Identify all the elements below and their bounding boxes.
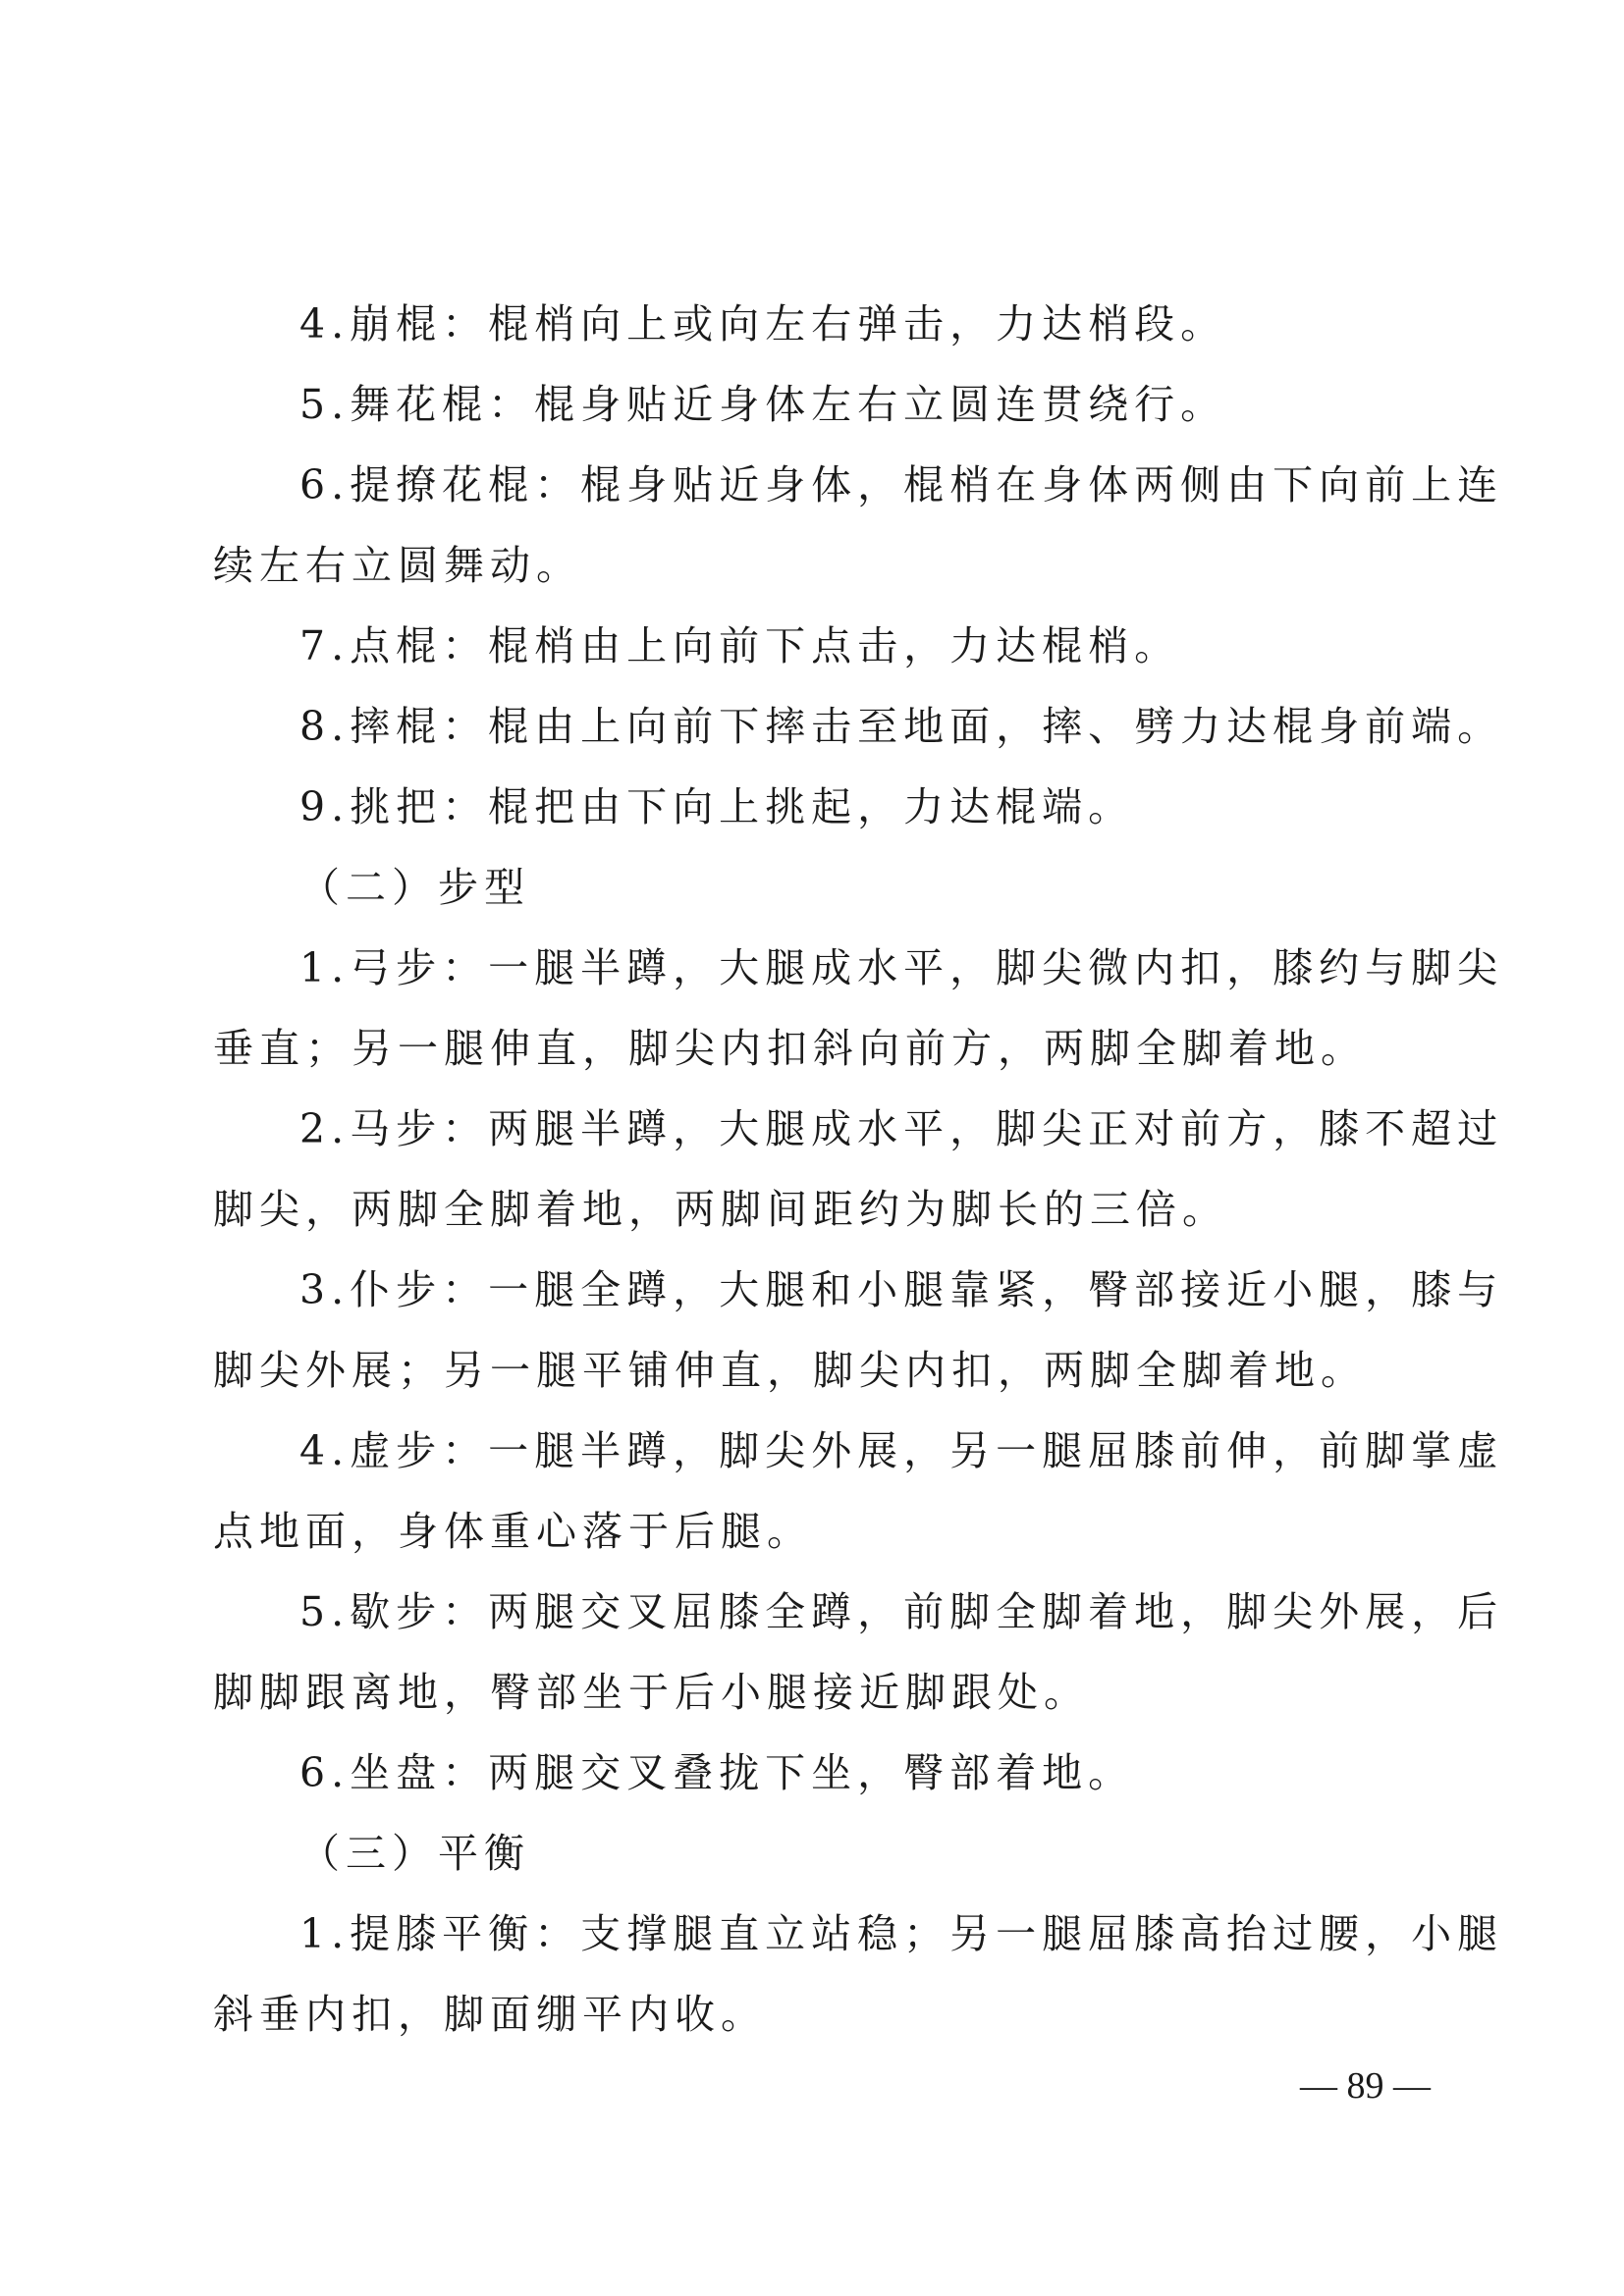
text-line-sitting-stance: 6.坐盘：两腿交叉叠拢下坐，臀部着地。 [299, 1749, 1135, 1796]
text-line-crouch-stance: 3.仆步：一腿全蹲，大腿和小腿靠紧，臀部接近小腿，膝与 [299, 1266, 1504, 1313]
text-line-6-continued: 续左右立圆舞动。 [213, 542, 582, 589]
text-line-empty-stance: 4.虚步：一腿半蹲，脚尖外展，另一腿屈膝前伸，前脚掌虚 [299, 1427, 1504, 1474]
text-line-8-shuai-gun: 8.摔棍：棍由上向前下摔击至地面，摔、劈力达棍身前端。 [299, 703, 1504, 750]
text-line-rest-stance: 5.歇步：两腿交叉屈膝全蹲，前脚全脚着地，脚尖外展，后 [299, 1588, 1504, 1635]
text-line-horse-stance: 2.马步：两腿半蹲，大腿成水平，脚尖正对前方，膝不超过 [299, 1105, 1504, 1152]
text-line-6-tiliao-huagun: 6.提撩花棍：棍身贴近身体，棍梢在身体两侧由下向前上连 [299, 461, 1504, 508]
section-heading-balance: （三）平衡 [299, 1830, 530, 1877]
text-line-crouch-stance-continued: 脚尖外展；另一腿平铺伸直，脚尖内扣，两脚全脚着地。 [213, 1347, 1367, 1394]
text-line-bow-stance: 1.弓步：一腿半蹲，大腿成水平，脚尖微内扣，膝约与脚尖 [299, 944, 1504, 991]
document-body [213, 284, 1504, 2055]
text-line-knee-lift-balance: 1.提膝平衡：支撑腿直立站稳；另一腿屈膝高抬过腰，小腿 [299, 1910, 1504, 1957]
text-line-empty-stance-continued: 点地面，身体重心落于后腿。 [213, 1508, 813, 1555]
text-line-bow-stance-continued: 垂直；另一腿伸直，脚尖内扣斜向前方，两脚全脚着地。 [213, 1025, 1367, 1072]
text-line-5-wuhua-gun: 5.舞花棍：棍身贴近身体左右立圆连贯绕行。 [299, 381, 1227, 428]
page-number: — 89 — [1300, 2065, 1431, 2107]
text-line-7-dian-gun: 7.点棍：棍梢由上向前下点击，力达棍梢。 [299, 622, 1181, 669]
text-line-rest-stance-continued: 脚脚跟离地，臀部坐于后小腿接近脚跟处。 [213, 1669, 1090, 1716]
text-line-horse-stance-continued: 脚尖，两脚全脚着地，两脚间距约为脚长的三倍。 [213, 1186, 1228, 1233]
text-line-knee-lift-balance-continued: 斜垂内扣，脚面绷平内收。 [213, 1991, 767, 2038]
text-line-4-beng-gun: 4.崩棍：棍梢向上或向左右弹击，力达梢段。 [299, 300, 1227, 347]
section-heading-stances: （二）步型 [299, 864, 530, 911]
text-line-9-tiao-ba: 9.挑把：棍把由下向上挑起，力达棍端。 [299, 783, 1135, 830]
